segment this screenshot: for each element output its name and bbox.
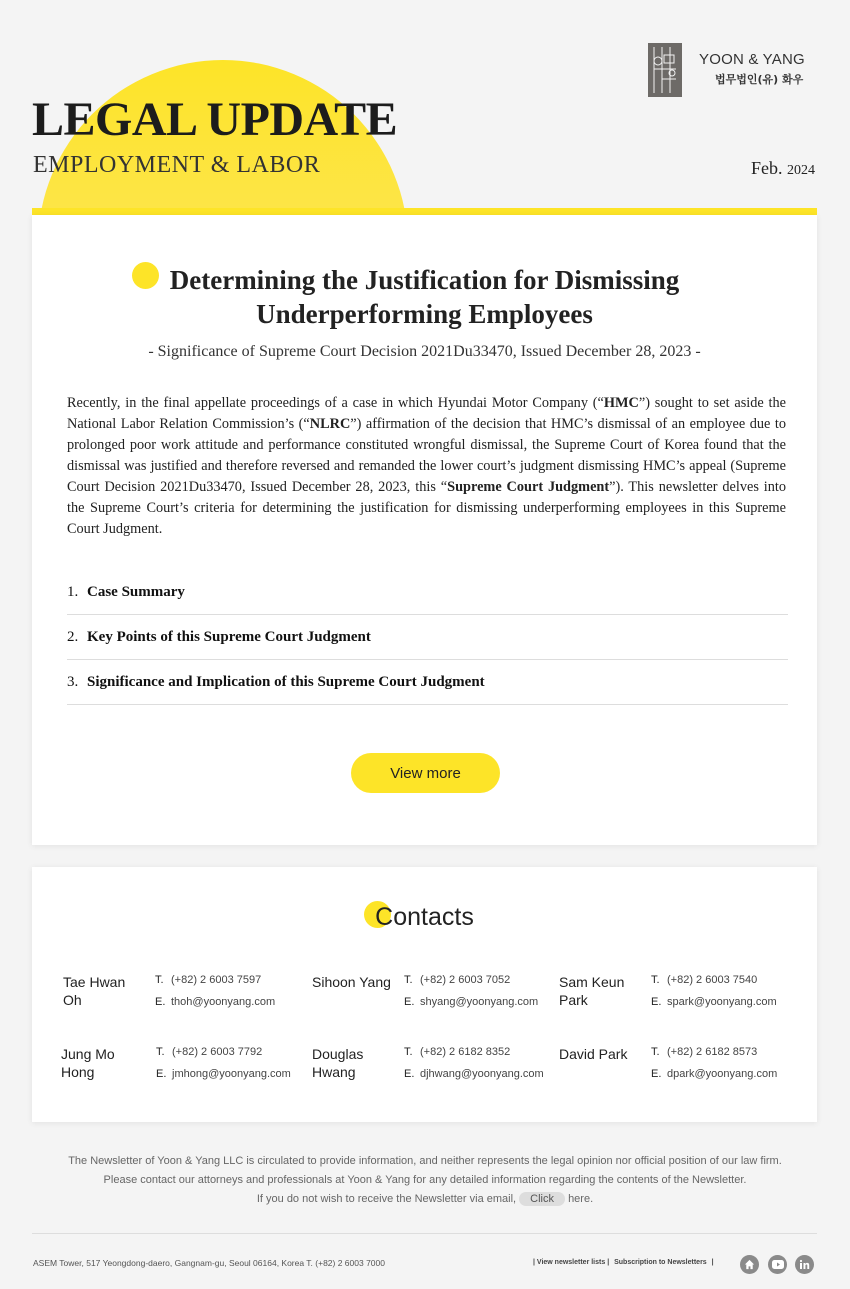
- newsletter-category: EMPLOYMENT & LABOR: [33, 152, 321, 178]
- contact-email[interactable]: E. dpark@yoonyang.com: [651, 1068, 778, 1080]
- toc-number: 1.: [67, 583, 79, 600]
- article-card: [32, 215, 817, 845]
- disclaimer-line2: Please contact our attorneys and professionals at Yoon & Yang for any detailed information regarding the contents of the Newsletter.: [103, 1174, 747, 1186]
- contact-phone[interactable]: T. (+82) 2 6182 8352: [404, 1046, 511, 1058]
- subscription-link[interactable]: Subscription to Newsletters: [614, 1259, 707, 1266]
- newsletter-title: LEGAL UPDATE: [32, 93, 398, 146]
- contact-email[interactable]: E. spark@yoonyang.com: [651, 996, 777, 1008]
- contact-name: Tae Hwan Oh: [63, 974, 126, 1008]
- issue-year: 2024: [787, 163, 815, 178]
- toc-label: Key Points of this Supreme Court Judgment: [87, 628, 371, 645]
- contact-name: Douglas Hwang: [312, 1046, 364, 1080]
- contacts-title: Contacts: [375, 903, 474, 931]
- footer-links: [533, 1259, 717, 1266]
- contact-phone[interactable]: T. (+82) 2 6003 7540: [651, 974, 758, 986]
- firm-logo-icon[interactable]: [648, 43, 682, 97]
- contact-email[interactable]: E. shyang@yoonyang.com: [404, 996, 539, 1008]
- toc-label: Significance and Implication of this Supreme Court Judgment: [87, 673, 485, 690]
- youtube-icon[interactable]: [768, 1255, 787, 1274]
- toc-item-case-summary[interactable]: [67, 570, 788, 615]
- contact-name: Jung Mo Hong: [61, 1046, 115, 1080]
- issue-month: Feb.: [751, 158, 783, 178]
- contacts-card: [32, 867, 817, 1122]
- linkedin-icon[interactable]: [795, 1255, 814, 1274]
- contact-phone[interactable]: T. (+82) 2 6003 7792: [156, 1046, 263, 1058]
- toc-number: 2.: [67, 628, 79, 645]
- toc-item-significance[interactable]: [67, 660, 788, 705]
- office-address: ASEM Tower, 517 Yeongdong-daero, Gangnam-gu, Seoul 06164, Korea T. (+82) 2 6003 7000: [33, 1258, 385, 1268]
- article-title-line2: Underperforming Employees: [256, 299, 593, 329]
- footer-link-separator: |: [711, 1259, 714, 1266]
- contact-name: David Park: [559, 1046, 628, 1062]
- contact-email[interactable]: E. jmhong@yoonyang.com: [156, 1068, 291, 1080]
- view-newsletter-lists-link[interactable]: | View newsletter lists |: [533, 1259, 610, 1266]
- firm-name-korean: 법무법인(유) 화우: [715, 73, 804, 86]
- home-icon[interactable]: [740, 1255, 759, 1274]
- header-divider: [32, 208, 817, 215]
- contact-email[interactable]: E. thoh@yoonyang.com: [155, 996, 276, 1008]
- disclaimer-line1: The Newsletter of Yoon & Yang LLC is circulated to provide information, and neither represents the legal opinion nor official position of our law firm.: [68, 1155, 782, 1167]
- contact-name: Sihoon Yang: [312, 974, 391, 990]
- contact-phone[interactable]: T. (+82) 2 6182 8573: [651, 1046, 758, 1058]
- newsletter-disclaimer: [0, 1152, 850, 1209]
- toc-label: Case Summary: [87, 583, 185, 600]
- unsubscribe-line: If you do not wish to receive the Newsletter via email, Click here.: [256, 1193, 594, 1205]
- article-title-line1: Determining the Justification for Dismissing: [169, 265, 680, 295]
- article-summary: Recently, in the final appellate proceedings of a case in which Hyundai Motor Company (“HMC”) sought to set aside the National Labor Relation Commission’s (“NLRC”) affirmation of the decision that HMC’s dismissal of an employee due to prolonged poor work attitude and performance constituted wrongful dismissal, the Supreme Court of Korea found that the dismissal was justified and therefore reversed and remanded the lower court’s judgment dismissing HMC’s appeal (Supreme Court Decision 2021Du33470, Issued December 28, 2023, this “Supreme Court Judgment”). This newsletter delves into the Supreme Court’s criteria for determining the justification for dismissing underperforming employees in this Supreme Court Judgment.: [67, 395, 787, 537]
- unsubscribe-click-button[interactable]: Click: [519, 1192, 565, 1206]
- footer-divider: [32, 1233, 817, 1234]
- contact-email[interactable]: E. djhwang@yoonyang.com: [404, 1068, 544, 1080]
- table-of-contents: [67, 570, 788, 705]
- issue-date: [751, 158, 815, 179]
- contact-name: Sam Keun Park: [559, 974, 625, 1008]
- contact-phone[interactable]: T. (+82) 2 6003 7052: [404, 974, 511, 986]
- toc-item-key-points[interactable]: [67, 615, 788, 660]
- view-more-button[interactable]: View more: [351, 753, 500, 793]
- firm-name: YOON & YANG: [699, 51, 805, 68]
- contact-phone[interactable]: T. (+82) 2 6003 7597: [155, 974, 262, 986]
- article-subtitle: - Significance of Supreme Court Decision 2021Du33470, Issued December 28, 2023 -: [148, 343, 701, 360]
- toc-number: 3.: [67, 673, 79, 690]
- article-title: [32, 263, 817, 331]
